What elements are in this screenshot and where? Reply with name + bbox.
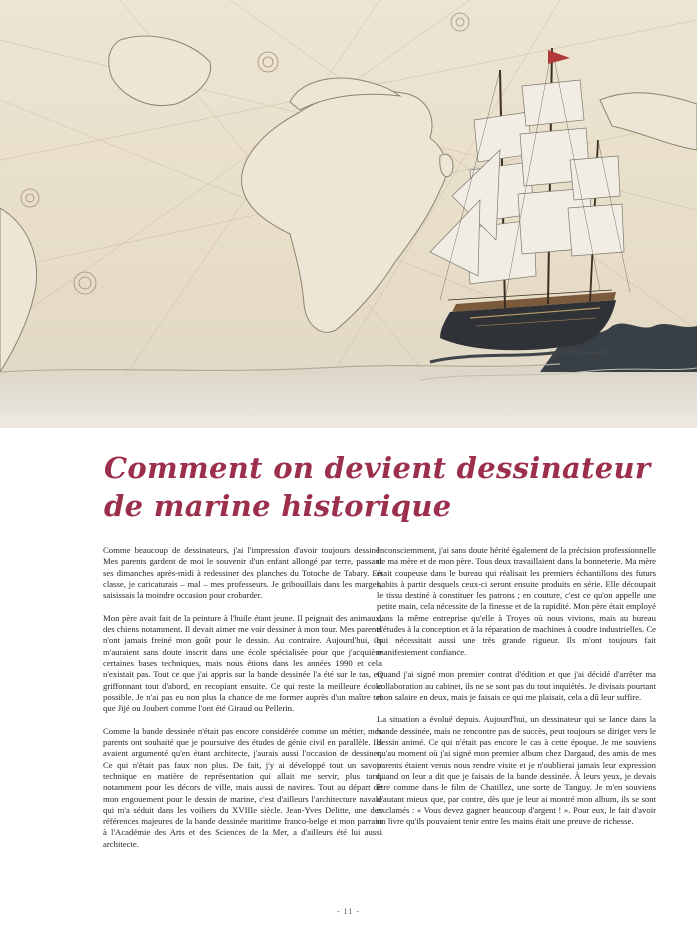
paragraph: Mon père avait fait de la peinture à l'huile étant jeune. Il peignait des animaux, des chiens notamment. Il devait aimer me voir dessiner à mon tour. Mes parents n'ont jamais freiné mon goût pour le dessin. Au contraire. Aujourd'hui, ils m'auraient sans doute inscrit dans une école spécialisée pour que j'acquière certaines bases techniques, mais nous étions dans les années 1990 et cela n'existait pas. Tout ce que j'ai appris sur la bande dessinée l'a été sur le tas, en griffonnant tout d'abord, en recopiant ensuite. Ce qui reste la meilleure école possible. Je n'ai pas eu non plus la chance de me former auprès d'un maître tel que Jijé ou Joubert comme l'ont été Giraud ou Pellerin. xyxy=(103,612,382,714)
left-text-column xyxy=(103,545,382,850)
paragraph: Comme la bande dessinée n'était pas encore considérée comme un métier, mes parents ont souhaité que je poursuive des études de génie civil en parallèle. Ils avaient argumenté qu'en étant architecte, j'aurais aussi l'occasion de dessiner. Ce qui n'était pas faux non plus. De fait, j'y ai développé tout un savoir technique en matière de représentation qui allait me servir, plus tard, notamment pour les décors de ville, mais aussi de navires. Tout au départ de mon engouement pour le dessin de marine, c'est d'ailleurs l'architecture navale qui m'a séduit dans les voiliers du XVIIIe siècle. Jean-Yves Delitte, une des références majeures de la bande dessinée maritime franco-belge et mon parrain à l'Académie des Arts et des Sciences de la Mer, a d'ailleurs été lui aussi architecte. xyxy=(103,725,382,849)
ship-on-map-painting xyxy=(0,0,697,428)
article-title xyxy=(104,449,651,525)
page-number: - 11 - xyxy=(336,907,361,916)
paragraph: Comme beaucoup de dessinateurs, j'ai l'impression d'avoir toujours dessiné. Mes parents gardent de moi le souvenir d'un enfant allongé par terre, passant ses dimanches après-midi à redessiner des planches du Totoche de Tabary. En classe, je caricaturais – mal – mes professeurs. Je gribouillais dans les marges, saisissais la moindre occasion pour crobarder. xyxy=(103,545,382,601)
article-title-line1: Comment on devient dessinateur xyxy=(104,451,651,485)
article-title-line2: de marine historique xyxy=(104,489,452,523)
paragraph: Inconsciemment, j'ai sans doute hérité également de la précision professionnelle de ma mère et de mon père. Tous deux travaillaient dans la bonneterie. Ma mère était coupeuse dans le bureau qui réalisait les premiers échantillons des futurs habits à partir desquels ceux-ci seront ensuite produits en série. Elle découpait le tissu destiné à constituer les patrons ; en couture, c'est ce qu'on appelle une petite main, cela nécessite de la finesse et de la rapidité. Mon père était employé dans la même entreprise qu'elle à Troyes où nous vivions, mais au bureau d'études à la conception et à la réparation de machines à coudre industrielles. Ce qui nécessitait aussi une très grande rigueur. Ils m'ont toujours fait manifestement confiance. xyxy=(377,545,656,657)
paragraph: La situation a évolué depuis. Aujourd'hui, un dessinateur qui se lance dans la bande dessinée, mais ne rencontre pas de succès, peut toujours se diriger vers le dessin animé. Ce qui n'était pas encore le cas à cette époque. Je me souviens qu'au moment où j'ai signé mon premier album chez Dargaud, des amis de mes parents étaient venus nous rendre visite et je n'oublierai jamais leur expression quand on leur a dit que je faisais de la bande dessinée. À leurs yeux, je devais être comme dans le film de Chatillez, une sorte de Tanguy. Je m'en souviens d'autant mieux que, par contre, dès que je leur ai montré mon album, ils se sont exclamés : « Vous devez gagner beaucoup d'argent ! ». Pour eux, le fait d'avoir un livre qu'ils pouvaient tenir entre les mains était une preuve de richesse. xyxy=(377,714,656,827)
right-text-column xyxy=(377,545,656,827)
paragraph: Quand j'ai signé mon premier contrat d'édition et que j'ai décidé d'arrêter ma collaboration au cabinet, ils ne se sont pas du tout inquiétés. Je divisais pourtant mon salaire en deux, mais je faisais ce qui me plaisait, cela a dû leur suffire. xyxy=(377,669,656,702)
